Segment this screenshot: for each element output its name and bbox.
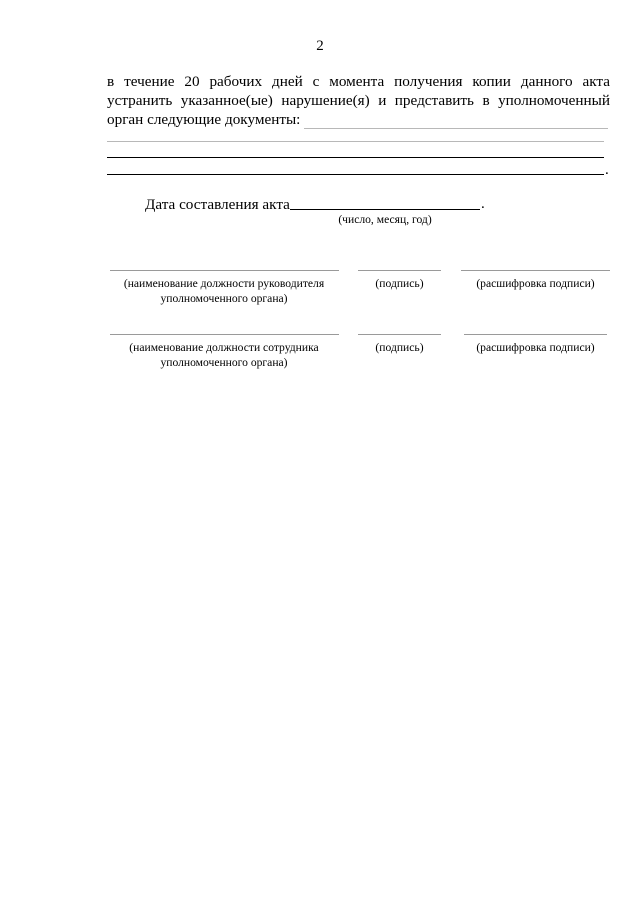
employee-signature-caption: (подпись) xyxy=(375,341,424,354)
documents-end-mark: . xyxy=(605,162,609,178)
employee-transcript-line xyxy=(464,334,607,335)
documents-blank-line-3 xyxy=(107,174,604,175)
head-transcript-line xyxy=(461,270,610,271)
head-signature-caption: (подпись) xyxy=(375,277,424,290)
head-position-caption-2: уполномоченного органа) xyxy=(160,292,288,305)
paragraph-line-2: устранить указанное(ые) нарушение(я) и представить в уполномоченный xyxy=(107,92,610,109)
documents-label: орган следующие документы: xyxy=(107,111,301,128)
employee-signature-line xyxy=(358,334,441,335)
head-position-caption-1: (наименование должности руководителя xyxy=(123,277,325,290)
documents-blank-line-2 xyxy=(107,157,604,158)
documents-blank-line-1 xyxy=(107,141,604,142)
paragraph-line-1: в течение 20 рабочих дней с момента получения копии данного акта xyxy=(107,73,610,90)
page-number: 2 xyxy=(316,38,324,54)
documents-fill-line xyxy=(304,115,608,129)
instruction-paragraph xyxy=(107,72,610,129)
date-blank-line xyxy=(290,209,480,210)
date-caption: (число, месяц, год) xyxy=(338,213,432,226)
employee-position-caption-2: уполномоченного органа) xyxy=(160,356,288,369)
employee-position-line xyxy=(110,334,339,335)
date-label: Дата составления акта xyxy=(145,196,290,213)
head-position-line xyxy=(110,270,339,271)
head-signature-line xyxy=(358,270,441,271)
paragraph-line-3 xyxy=(107,110,610,129)
head-transcript-caption: (расшифровка подписи) xyxy=(476,277,595,290)
date-end-mark: . xyxy=(481,196,485,212)
employee-transcript-caption: (расшифровка подписи) xyxy=(476,341,595,354)
employee-position-caption-1: (наименование должности сотрудника xyxy=(129,341,319,354)
